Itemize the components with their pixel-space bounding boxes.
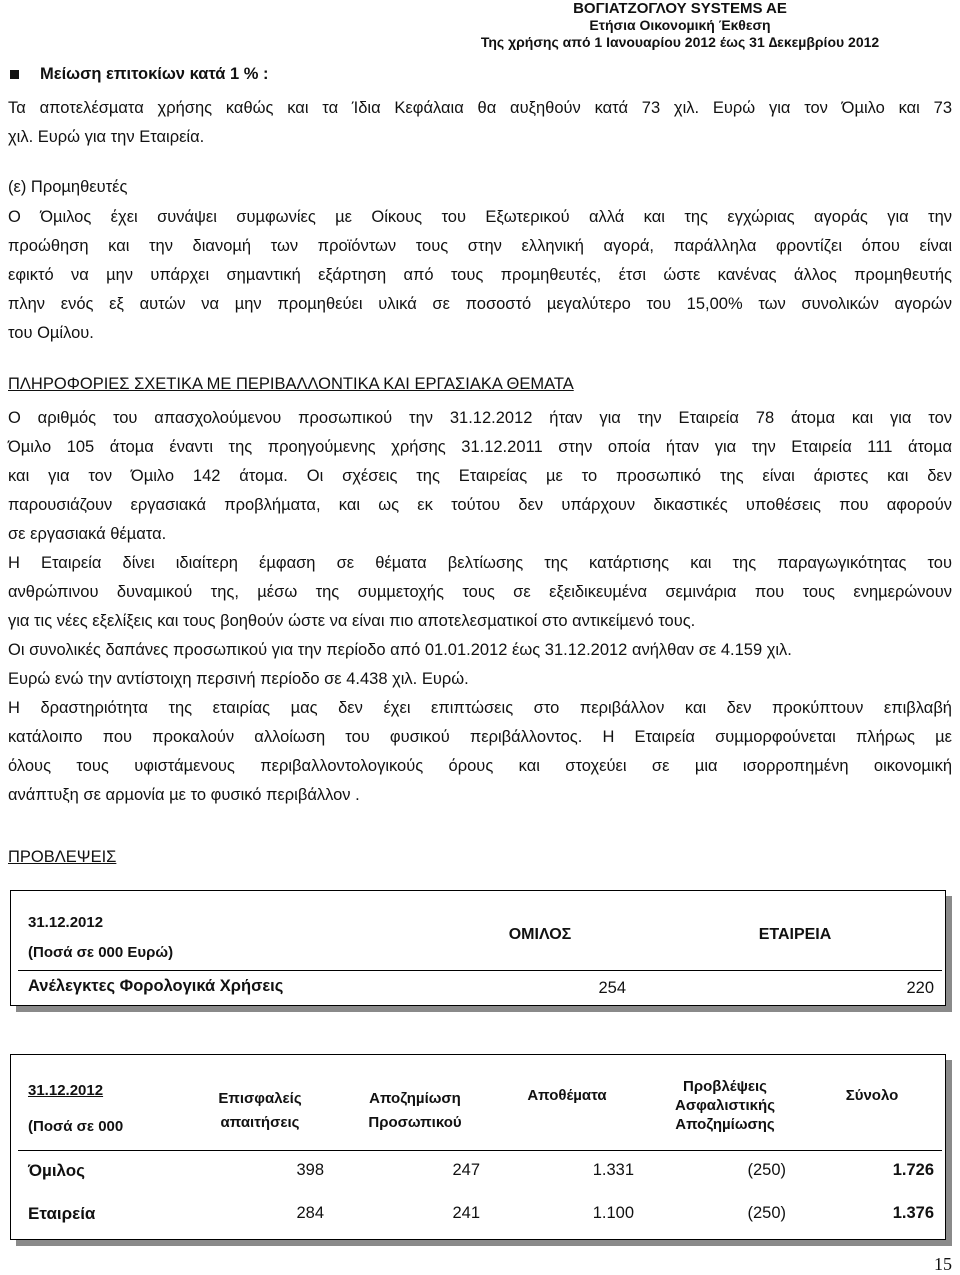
table2-cell: 284 — [296, 1204, 324, 1222]
rate-line-2: χιλ. Ευρώ για την Εταιρεία. — [8, 128, 205, 146]
rate-line-1: Τα αποτελέσµατα χρήσης καθώς και τα Ίδια Κεφάλαια θα αυξηθούν κατά 73 χιλ. Ευρώ για τον Όµιλο και 73 — [8, 99, 952, 117]
provisions-title: ΠΡΟΒΛΕΨΕΙΣ — [8, 848, 117, 866]
report-period: Της χρήσης από 1 Ιανουαρίου 2012 έως 31 ∆εκεµβρίου 2012 — [480, 34, 880, 50]
env-line: Η Εταιρεία δίνει ιδιαίτερη έµφαση σε θέµατα βελτίωσης της κατάρτισης και της παραγωγικότητας του — [8, 554, 952, 572]
supplier-line: Ο Όµιλος έχει συνάψει συµφωνίες µε Οίκους του Εξωτερικού αλλά και της εγχώριας αγοράς για την — [8, 208, 952, 226]
bullet-icon — [10, 70, 19, 79]
table2-cell: (250) — [747, 1204, 786, 1222]
env-line: για τις νέες εξελίξεις και τους βοηθούν ώστε να είναι πιο αποτελεσµατικοί στο αντικείµενό τους. — [8, 612, 696, 630]
table2-cell: 247 — [452, 1161, 480, 1179]
supplier-title: (ε) Προµηθευτές — [8, 178, 128, 196]
env-line: Όµιλο 105 άτοµα έναντι της προηγούµενης χρήσης 31.12.2011 στην οποία ήταν για την Εταιρεία 111 άτοµα — [8, 438, 952, 456]
env-line: Οι συνολικές δαπάνες προσωπικού για την περίοδο από 01.01.2012 έως 31.12.2012 ανήλθαν σε 4.159 χιλ. — [8, 641, 792, 659]
supplier-line: πλην ενός εξ αυτών να µην προµηθεύει υλικά σε ποσοστό µεγαλύτερο του 15,00% των συνολικών αγορών — [8, 295, 952, 313]
env-line: και για τον Όµιλο 142 άτοµα. Οι σχέσεις της Εταιρείας µε το προσωπικό της είναι άριστες και δεν — [8, 467, 952, 485]
company-name: ΒΟΓΙΑΤΖΟΓΛΟΥ SYSTEMS AE — [573, 0, 787, 17]
table2-header-inventory: Αποθέµατα — [527, 1087, 607, 1104]
env-line: όλους τους υφιστάµενους περιβαλλοντολογικούς όρους και στοχεύει σε µια ισορροπηµένη οικονοµική — [8, 757, 952, 775]
env-line: κατάλοιπο που προκαλούν αλλοίωση του φυσικού περιβάλλοντος. Η Εταιρεία συµµορφούνεται πλήρως µε — [8, 728, 952, 746]
table1-col-group: ΟΜΙΛΟΣ — [508, 926, 572, 943]
table2-header-receivables: Επισφαλείς απαιτήσεις — [218, 1090, 302, 1131]
table2-header-total: Σύνολο — [845, 1087, 899, 1104]
env-line: Η δραστηριότητα της εταιρίας µας δεν έχει επιπτώσεις στο περιβάλλον και δεν προκύπτουν επιβλαβή — [8, 699, 952, 717]
table2-cell: 241 — [452, 1204, 480, 1222]
env-line: ανθρώπινου δυναµικού της, µέσω της συµµετοχής τους σε εξειδικευµένα σεµινάρια που τους ενηµερώνουν — [8, 583, 952, 601]
supplier-line: προώθηση και την διανοµή των προϊόντων τους στην ελληνική αγορά, παράλληλα φροντίζει όπου είναι — [8, 237, 952, 255]
table2-cell: 1.100 — [592, 1204, 634, 1222]
table2-cell-total: 1.376 — [892, 1204, 934, 1222]
env-line: ανάπτυξη σε αρµονία µε το φυσικό περιβάλλον . — [8, 786, 360, 804]
table2-unit: (Ποσά σε 000 — [28, 1118, 124, 1135]
report-title: Ετήσια Οικονοµική Έκθεση — [589, 17, 771, 33]
env-line: παρουσιάζουν εργασιακά προβλήµατα, και ως εκ τούτου δεν υπάρχουν δικαστικές υποθέσεις που αφορούν — [8, 496, 952, 514]
table2-cell-total: 1.726 — [892, 1161, 934, 1179]
document-header — [400, 0, 960, 51]
env-section-title: ΠΛΗΡΟΦΟΡΙΕΣ ΣΧΕΤΙΚΑ ΜΕ ΠΕΡΙΒΑΛΛΟΝΤΙΚΑ ΚΑΙ ΕΡΓΑΣΙΑΚΑ ΘΕΜΑΤΑ — [8, 375, 574, 393]
table2-cell: 1.331 — [592, 1161, 634, 1179]
table1-date: 31.12.2012 — [28, 914, 104, 931]
table2-cell: (250) — [747, 1161, 786, 1179]
table1-row-label: Ανέλεγκτες Φορολογικά Χρήσεις — [28, 977, 284, 995]
supplier-line: εφικτό να µην υπάρχει σηµαντική εξάρτηση από τους προµηθευτές, έτσι ώστε κανένας άλλος προµηθευτής — [8, 266, 952, 284]
table2-row-label-group: Όµιλος — [28, 1161, 86, 1180]
page-number: 15 — [934, 1254, 952, 1274]
table1-unit: (Ποσά σε 000 Ευρώ) — [28, 944, 174, 961]
table1-company-value: 220 — [906, 979, 934, 997]
table2-header-insurance-provisions: Προβλέψεις Ασφαλιστικής Αποζηµίωσης — [674, 1078, 775, 1133]
table2-cell: 398 — [296, 1161, 324, 1179]
table2-row-label-company: Εταιρεία — [28, 1204, 96, 1223]
env-line: σε εργασιακά θέµατα. — [8, 525, 167, 543]
table2-date: 31.12.2012 — [28, 1082, 104, 1099]
env-line: Ο αριθµός του απασχολούµενου προσωπικού την 31.12.2012 ήταν για την Εταιρεία 78 άτοµα και για τον — [8, 409, 952, 427]
table2-header-staff-compensation: Αποζηµίωση Προσωπικού — [368, 1090, 462, 1131]
supplier-line: του Οµίλου. — [8, 324, 94, 342]
rate-section-title: Μείωση επιτοκίων κατά 1 % : — [40, 65, 269, 83]
table1-group-value: 254 — [598, 979, 626, 997]
env-line: Ευρώ ενώ την αντίστοιχη περσινή περίοδο σε 4.438 χιλ. Ευρώ. — [8, 670, 469, 688]
table1-col-company: ΕΤΑΙΡΕΙΑ — [758, 926, 832, 943]
